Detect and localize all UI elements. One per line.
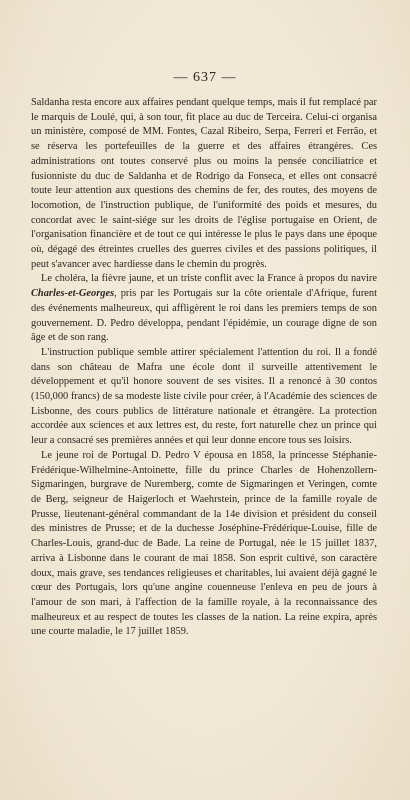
paragraph-ministry: Saldanha resta encore aux affaires pendant quelque temps, mais il fut remplacé par le marquis de Loulé, qui, à son tour, fit place au duc de Terceira. Celui-ci organisa un ministère, composé de MM. Fontes, Cazal Ribeiro, Serpa, Ferreri et Ferrão, et se réserva les portefeuilles de la guerre et des affaires étrangères. Ces administrations ont toutes conservé plus ou moins la pensée conciliatrice et fusionniste du duc de Saldanha et de Rodrigo da Fonseca, et elles ont consacré toute leur attention aux questions des chemins de fer, des routes, des moyens de locomotion, de l'instruction publique, de l'uniformité des poids et mesures, du concordat avec le saint-siége sur les droits de l'église portugaise en Orient, de l'organisation financière et de tout ce qui intéresse le plus le pays dans une époque où, dégagé des étreintes cruelles des guerres civiles et des passions politiques, il peut s'avancer avec hardiesse dans le chemin du progrès. [31,97,377,270]
page-number: — 637 — [173,70,237,85]
paragraph-marriage: Le jeune roi de Portugal D. Pedro V épousa en 1858, la princesse Stéphanie-Frédérique-Wilhelmine-Antoinette, fille du prince Charles de Hohenzollern-Sigmaringen, burgrave de Nuremberg, comte de Sigmaringen et Veringen, comte de Berg, seigneur de Haigerloch et Waehrstein, prince de la famille royale de Prusse, lieutenant-général commandant de la 14e division et président du conseil des ministres de Prusse; et de la duchesse Joséphine-Frédérique-Louise, fille de Charles-Louis, grand-duc de Bade. La reine de Portugal, née le 15 juillet 1837, arriva à Lisbonne dans le courant de mai 1858. Son esprit cultivé, son caractère doux, mais grave, ses tendances religieuses et charitables, lui avaient déjà gagné le cœur des Portugais, lors qu'une angine couenneuse l'enleva en peu de jours à l'amour de son mari, à l'affection de la famille royale, à la reconnaissance des malheureux et au respect de toutes les classes de la nation. La reine expira, après une courte maladie, le 17 juillet 1859. [31,449,377,638]
paragraph-instruction: L'instruction publique semble attirer spécialement l'attention du roi. Il a fondé dans son château de Mafra une école dont il surveille attentivement le développement et qu'il honore souvent de ses visites. Il a renoncé à 30 contos (150,000 francs) de sa modeste liste civile pour créer, à l'Académie des sciences de Lisbonne, des cours publics de littérature nationale et étrangère. La protection accordée aux sciences et aux lettres est, du reste, fort naturelle chez un prince qui leur a consacré ses premières années et qui leur donne encore tous ses loisirs. [31,346,377,447]
body-text [31,96,377,640]
paragraph-cholera [31,272,377,346]
paragraph-cholera-end: , pris par les Portugais sur la côte orientale d'Afrique, furent des événements malheureux, qui affligèrent le roi dans les premiers temps de son gouvernement. D. Pedro développa, pendant l'épidémie, un courage digne de son âge et de son rang. [31,288,377,344]
ship-name: Charles-et-Georges [31,288,115,300]
paragraph-cholera-start: Le choléra, la fièvre jaune, et un triste conflit avec la France à propos du navire [41,273,377,285]
